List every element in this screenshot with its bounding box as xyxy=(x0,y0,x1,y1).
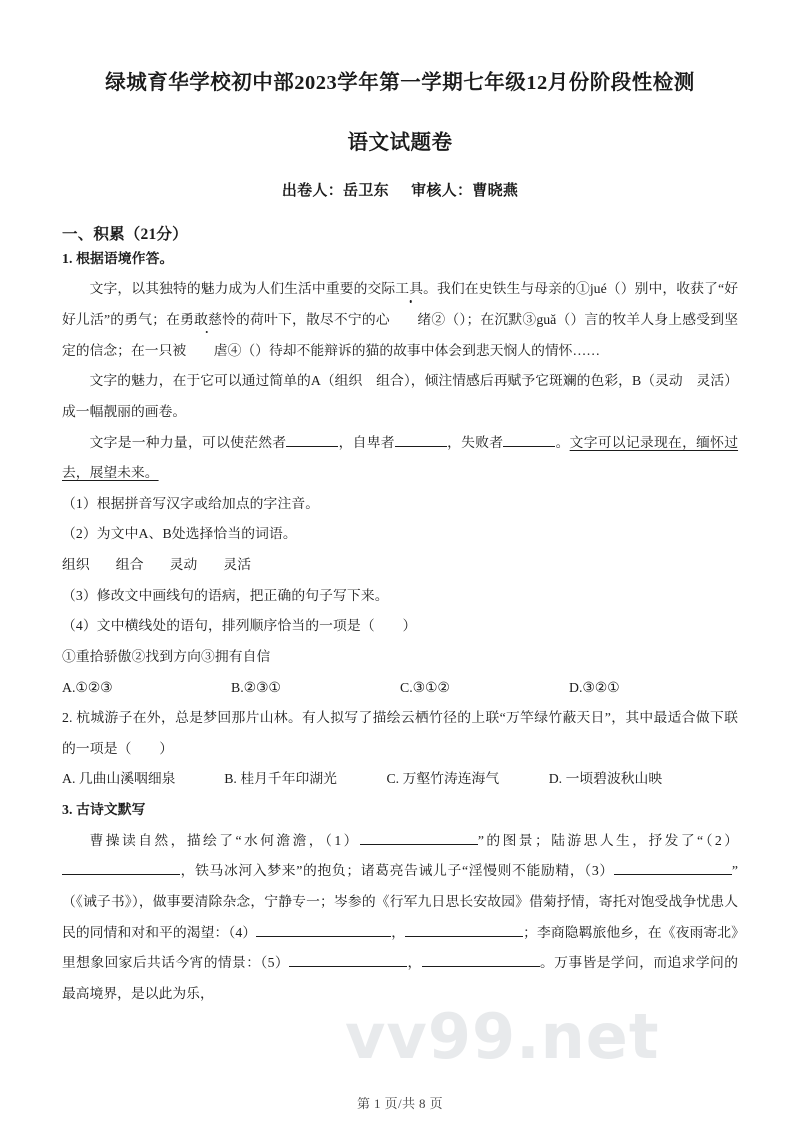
option-d[interactable]: D.③②① xyxy=(569,679,620,695)
passage3-text-d: 。 xyxy=(555,434,570,450)
question-1-sub-1: （1）根据拼音写汉字或给加点的字注音。 xyxy=(62,495,320,511)
dictation-text-8: 。万事皆是学问，而追求学问的最高境界，是以此为乐， xyxy=(62,955,739,1001)
question-1-passage-1 xyxy=(62,274,738,366)
section-heading-accumulation: 一、积累（21分） xyxy=(62,225,188,243)
underlined-sentence: 文字可以记录现在，缅怀过去，展望未来。 xyxy=(62,434,739,481)
passage-text-b: ）别中，收获了“好好儿活”的勇气；在勇敢慈怜的荷叶下，散尽不宁的心 xyxy=(62,281,738,327)
passage-text-g: ）待却不能辩诉的猫的故事中体会到悲天悯人的情怀…… xyxy=(255,342,601,358)
question-1-sub-3: （3）修改文中画线句的语病，把正确的句子写下来。 xyxy=(62,587,389,603)
answer-blank[interactable] xyxy=(256,922,391,937)
question-2-options xyxy=(62,764,738,795)
page-content xyxy=(62,68,738,1009)
dictation-text-2: ”的图景；陆游思人生，抒发了“（2） xyxy=(477,832,739,848)
option-c[interactable]: C. 万壑竹涛连海气 xyxy=(386,771,500,787)
byline xyxy=(62,179,738,200)
dictation-text-5: ， xyxy=(391,924,406,940)
word-bank-option[interactable]: 灵动 xyxy=(169,557,198,572)
answer-blank[interactable] xyxy=(614,860,732,875)
byline-author: 出卷人：岳卫东 xyxy=(281,182,389,199)
option-c[interactable]: C.③①② xyxy=(400,679,450,695)
question-1-stem: 1. 根据语境作答。 xyxy=(62,250,174,266)
dotted-char-nue: 虐 xyxy=(186,336,227,367)
page-title: 绿城育华学校初中部2023学年第一学期七年级12月份阶段性检测 xyxy=(105,72,695,94)
dotted-char-xu: 绪 xyxy=(390,305,431,336)
dictation-text-3: ，铁马冰河入梦来”的抱负；诸葛亮告诫儿子“淫慢则不能励精，（3） xyxy=(180,863,614,879)
word-bank-option[interactable]: 组合 xyxy=(115,557,144,572)
answer-blank[interactable] xyxy=(395,432,447,447)
passage-text-f: ④（ xyxy=(227,342,256,358)
question-1-options xyxy=(62,673,738,704)
word-bank-option[interactable]: 灵活 xyxy=(223,557,252,572)
dictation-text-4: ”（《诫子书》），做事要清除杂念，宁静专一；岑参的《行军九日思长安故园》借菊抒情，寄托对饱受战争忧患人民的同情和对和平的渴望：（4） xyxy=(62,863,738,940)
question-3-dictation-body xyxy=(62,826,738,1010)
question-1-word-bank xyxy=(62,550,738,581)
passage-text-a: 文字，以其独特的魅力成为人们生活中重要的交际工具。我们在史铁生与母亲的①jué（ xyxy=(89,281,621,297)
answer-blank[interactable] xyxy=(422,952,540,967)
word-bank-option[interactable]: 组织 xyxy=(62,557,90,572)
answer-blank[interactable] xyxy=(405,922,523,937)
question-1-passage-2: 文字的魅力，在于它可以通过简单的A（组织 组合），倾注情感后再赋予它斑斓的色彩，B（灵动 灵活）成一幅靓丽的画卷。 xyxy=(62,373,738,419)
passage3-text-b: ，自卑者 xyxy=(338,434,395,450)
byline-reviewer: 审核人：曹晓燕 xyxy=(411,182,519,199)
option-d[interactable]: D. 一顷碧波秋山映 xyxy=(548,771,663,787)
answer-blank[interactable] xyxy=(360,830,478,845)
dictation-text-1: 曹操读自然，描绘了“水何澹澹，（1） xyxy=(89,832,360,848)
answer-blank[interactable] xyxy=(289,952,407,967)
answer-blank[interactable] xyxy=(62,860,180,875)
page-watermark: vv99.net xyxy=(345,1000,660,1073)
option-b[interactable]: B. 桂月千年印湖光 xyxy=(224,771,337,787)
question-1-passage-3 xyxy=(62,428,738,489)
dictation-text-6: ；李商隐羁旅他乡，在《夜雨寄北》里想象回家后共话今宵的情景：（5） xyxy=(62,924,738,971)
passage3-text-c: ，失败者 xyxy=(446,434,504,450)
question-1-sub-2: （2）为文中A、B处选择恰当的词语。 xyxy=(62,526,297,542)
question-2-stem: 2. 杭城游子在外，总是梦回那片山林。有人拟写了描绘云栖竹径的上联“万竿绿竹蔽天日”，其中最适合做下联的一项是（ ） xyxy=(62,710,738,756)
answer-blank[interactable] xyxy=(286,432,338,447)
question-3-stem: 3. 古诗文默写 xyxy=(62,802,146,817)
passage-text-c: ②（ xyxy=(431,312,460,327)
question-1-sub-4: （4）文中横线处的语句，排列顺序恰当的一项是（ ） xyxy=(62,618,417,634)
page-subtitle: 语文试题卷 xyxy=(347,131,453,154)
option-b[interactable]: B.②③① xyxy=(231,679,281,695)
passage-text-d: ）；在沉默③guǎ（ xyxy=(459,312,571,327)
option-a[interactable]: A.①②③ xyxy=(62,679,113,695)
question-1-sequence-items: ①重拾骄傲②找到方向③拥有自信 xyxy=(62,648,271,664)
answer-blank[interactable] xyxy=(503,432,555,447)
page-footer: 第 1 页/共 8 页 xyxy=(356,1096,443,1111)
passage3-text-a: 文字是一种力量，可以使茫然者 xyxy=(89,434,287,450)
option-a[interactable]: A. 几曲山溪咽细泉 xyxy=(62,771,176,787)
passage-text-e: ）言的牧羊人身上感受到坚定的信念；在一只被 xyxy=(62,312,739,358)
dictation-text-7: ， xyxy=(407,955,422,971)
